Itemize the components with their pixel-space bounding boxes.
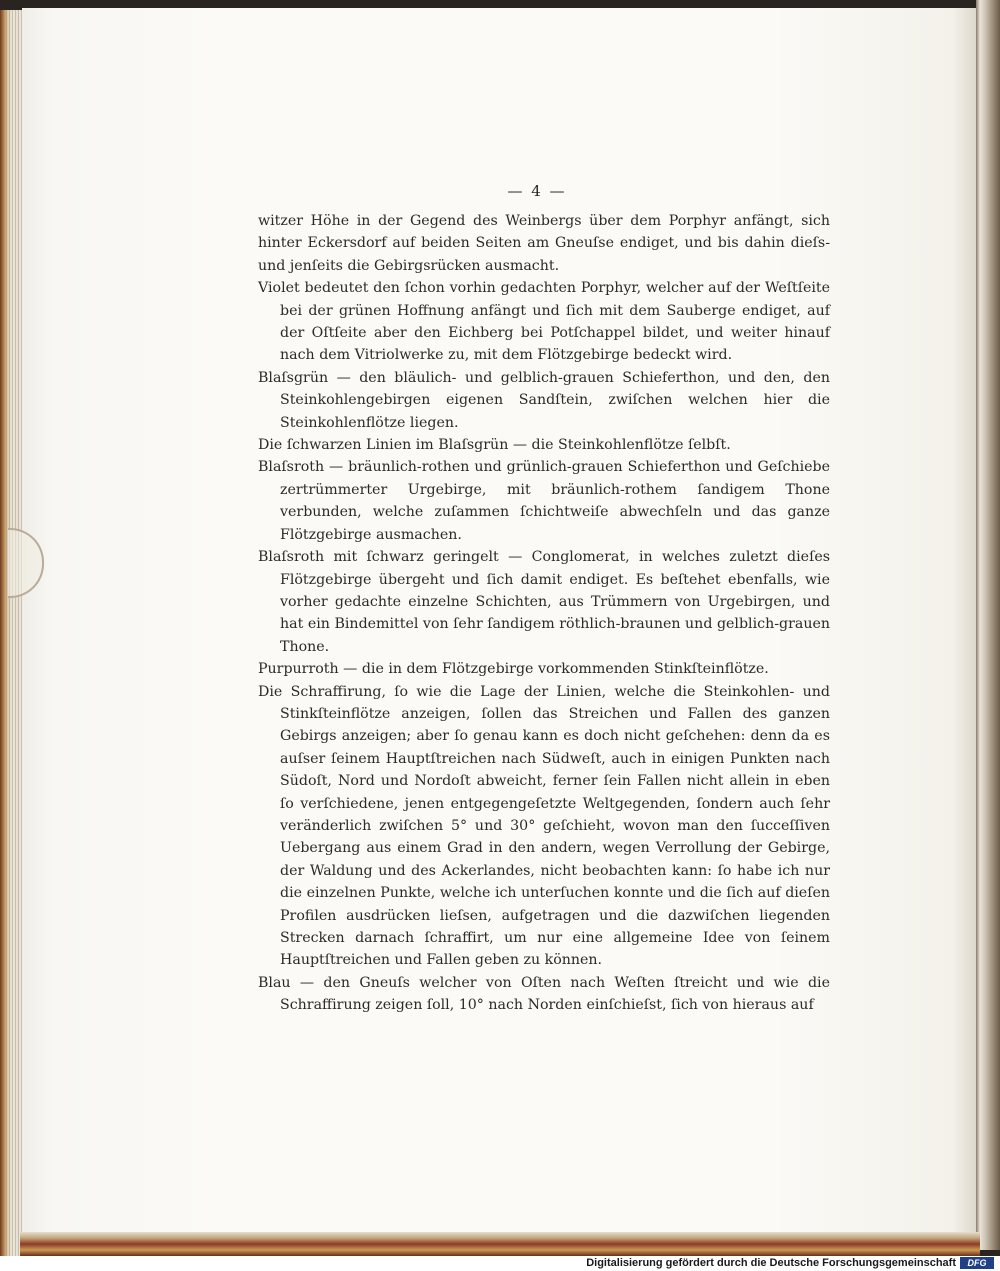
page-number: — 4 — <box>507 182 567 200</box>
right-binding-edge <box>976 0 1000 1250</box>
legend-entry-blassroth: Blaſsroth — bräunlich-rothen und grünlich-grauen Schieferthon und Geſchiebe zertrümmerter Urgebirge, mit bräunlich-rothem ſandigem Thone verbunden, welche zuſammen ſchichtweiſe abwechſeln und das ganze Flötzgebirge ausmachen. <box>258 459 830 543</box>
paragraph-continuation: witzer Höhe in der Gegend des Weinbergs über dem Porphyr anfängt, sich hinter Eckersdorf auf beiden Seiten am Gneuſse endiget, und bis dahin dieſs- und jenſeits die Gebirgsrücken ausmacht. <box>258 213 830 274</box>
legend-entry-violet: Violet bedeutet den ſchon vorhin gedachten Porphyr, welcher auf der Weſtſeite bei der grünen Hoffnung anfängt und ſich mit dem Sauberge endiget, auf der Oſtſeite aber den Eichberg bei Potſchappel bildet, und weiter hinauf nach dem Vitriolwerke zu, mit dem Flötzgebirge bedeckt wird. <box>258 280 830 364</box>
legend-entry-blau: Blau — den Gneuſs welcher von Oſten nach Weſten ſtreicht und wie die Schraffirung zeigen ſoll, 10° nach Norden einſchieſst, ſich von hieraus auf <box>258 974 830 1014</box>
body-text <box>258 210 830 1017</box>
digitization-credit: Digitalisierung gefördert durch die Deutsche Forschungsgemeinschaft <box>586 1257 956 1269</box>
legend-entry-blassgruen: Blaſsgrün — den bläulich- und gelblich-grauen Schieferthon, und den, den Steinkohlengebirgen eigenen Sandſtein, zwiſchen welchen hier die Steinkohlenflötze liegen. <box>258 369 830 431</box>
legend-entry-blassroth-ringed: Blaſsroth mit ſchwarz geringelt — Conglomerat, in welches zuletzt dieſes Flötzgebirge übergeht und ſich damit endiget. Es beſtehet ebenfalls, wie vorher gedachte einzelne Schichten, aus Trümmern von Urgebirgen, und hat ein Bindemittel von ſehr ſandigem röthlich-braunen und gelblich-grauen Thone. <box>258 549 830 655</box>
dfg-logo: DFG <box>960 1257 994 1269</box>
bottom-cover-edge <box>20 1232 980 1256</box>
legend-entry-black-lines: Die ſchwarzen Linien im Blaſsgrün — die Steinkohlenflötze ſelbſt. <box>258 437 731 454</box>
legend-entry-purpurroth: Purpurroth — die in dem Flötzgebirge vorkommenden Stinkſteinflötze. <box>258 661 769 678</box>
legend-entry-schraffirung: Die Schraffirung, ſo wie die Lage der Linien, welche die Steinkohlen- und Stinkſteinflötze anzeigen, ſollen das Streichen und Fallen des ganzen Gebirgs anzeigen; aber ſo genau kann es doch nicht geſchehen: denn da es auſser ſeinem Hauptſtreichen nach Südweſt, auch in einigen Punkten nach Südoſt, Nord und Nordoſt abweicht, ferner ſein Fallen nicht allein in eben ſo verſchiedene, jenen entgegengeſetzte Weltgegenden, ſondern auch ſehr veränderlich zwiſchen 5° und 30° geſchieht, wovon man den ſucceſſiven Uebergang aus einem Grad in den andern, wegen Verrollung der Gebirge, der Waldung und des Ackerlandes, nicht beobachten kann: ſo habe ich nur die einzelnen Punkte, welche ich unterſuchen konnte und die ſich auf dieſen Profilen ausdrücken lieſsen, aufgetragen und die dazwiſchen liegenden Strecken darnach ſchraffirt, um nur eine allgemeine Idee von ſeinem Hauptſtreichen und Fallen geben zu können. <box>258 683 830 969</box>
